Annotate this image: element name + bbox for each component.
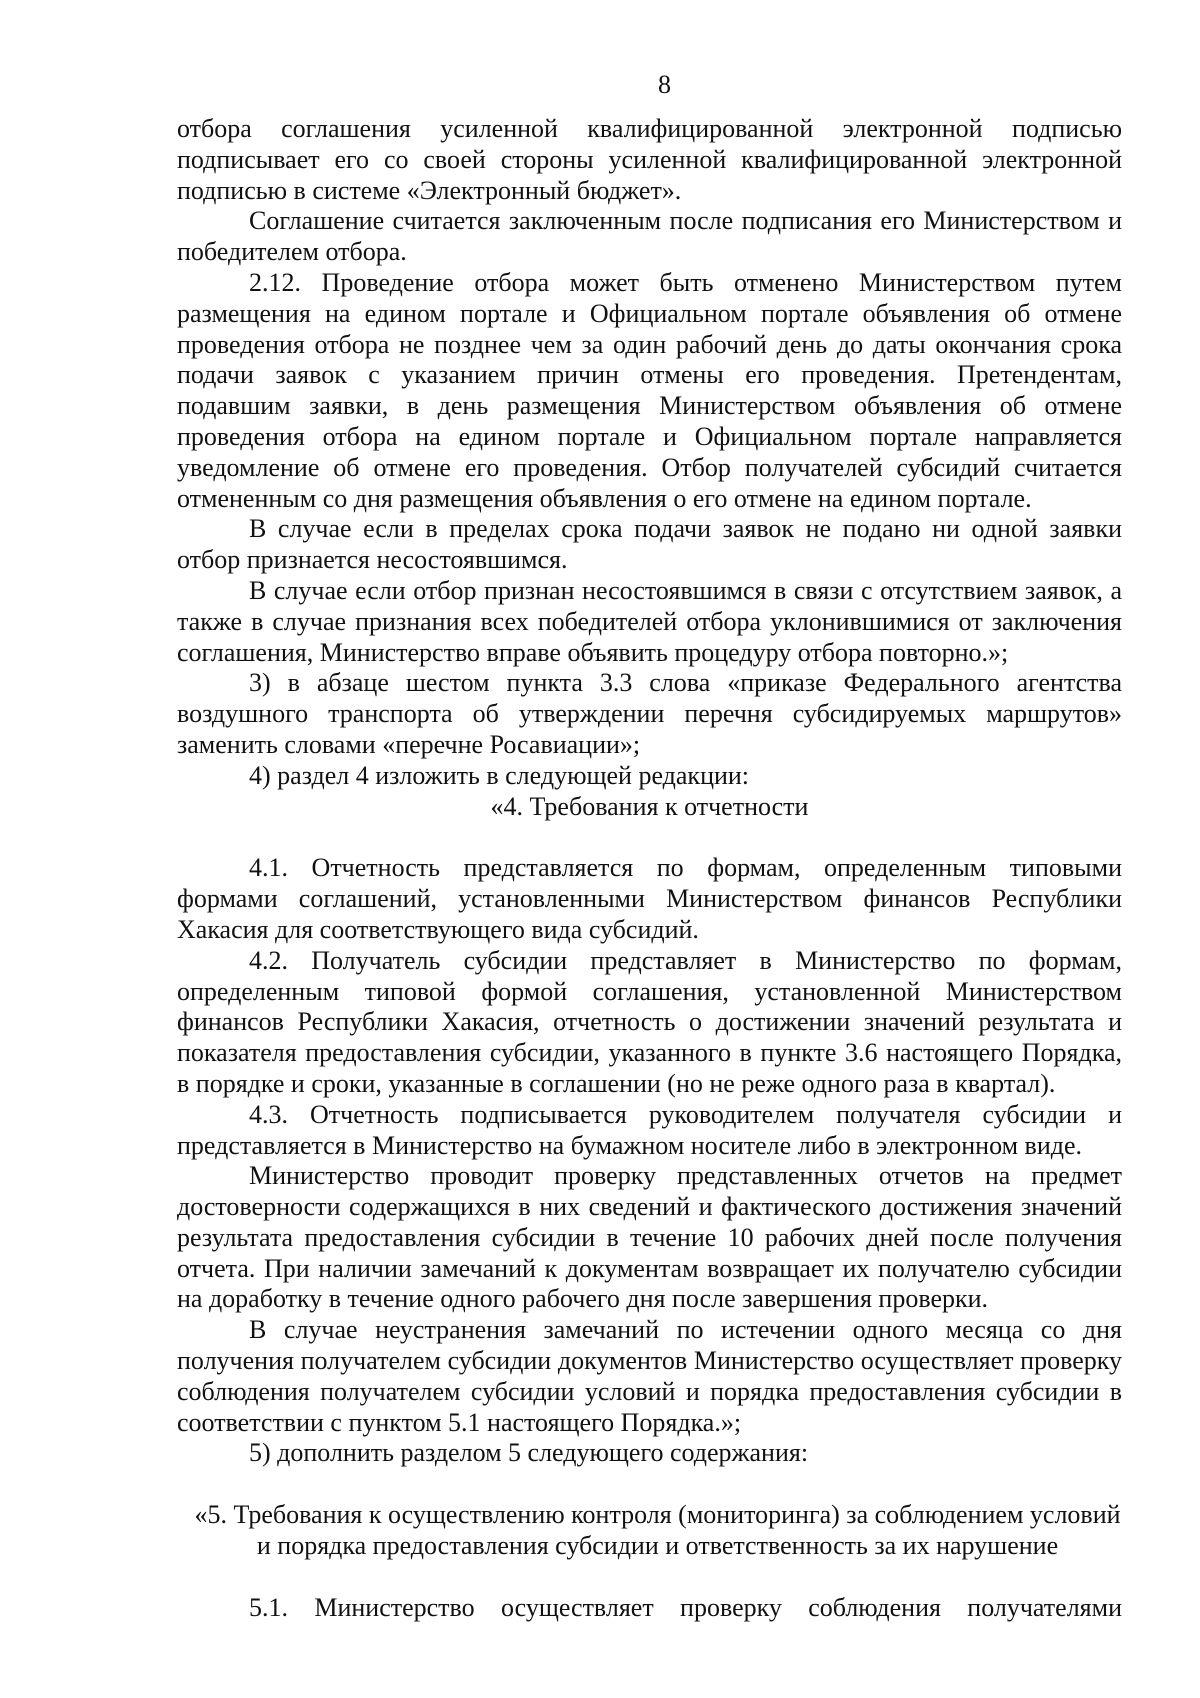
paragraph-4-2: 4.2. Получатель субсидии представляет в Министерство по формам, определенным типовой формой соглашения, установленной Министерством финансов Республики Хакасия, отчетность о достижении значений результата и показателя предоставления субсидии, указанного в пункте 3.6 настоящего Порядка, в порядке и сроки, указанные в соглашении (но не реже одного раза в квартал).	[177, 945, 1122, 1098]
paragraph-amendment-4: 4) раздел 4 изложить в следующей редакции:	[249, 760, 750, 790]
paragraph-continuation: отбора соглашения усиленной квалифицированной электронной подписью подписывает его со своей стороны усиленной квалифицированной электронной подписью в системе «Электронный бюджет».	[177, 114, 1122, 205]
paragraph-2-12: 2.12. Проведение отбора может быть отменено Министерством путем размещения на едином портале и Официальном портале объявления об отмене проведения отбора не позднее чем за один рабочий день до даты окончания срока подачи заявок с указанием причин отмены его проведения. Претендентам, подавшим заявки, в день размещения Министерством объявления об отмене проведения отбора на едином портале и Официальном портале направляется уведомление об отмене его проведения. Отбор получателей субсидий считается отмененным со дня размещения объявления о его отмене на едином портале.	[177, 267, 1122, 513]
section-5-heading-line1: «5. Требования к осуществлению контроля (мониторинга) за соблюдением условий	[194, 1500, 1121, 1530]
paragraph-report-check: Министерство проводит проверку представленных отчетов на предмет достоверности содержащихся в них сведений и фактического достижения значений результата предоставления субсидии в течение 10 рабочих дней после получения отчета. При наличии замечаний к документам возвращает их получателю субсидии на доработку в течение одного рабочего дня после завершения проверки.	[177, 1161, 1122, 1314]
document-body	[177, 114, 1122, 1624]
paragraph-remarks-not-fixed: В случае неустранения замечаний по истечении одного месяца со дня получения получателем субсидии документов Министерство осуществляет проверку соблюдения получателем субсидии условий и порядка предоставления субсидии в соответствии с пунктом 5.1 настоящего Порядка.»;	[177, 1315, 1122, 1437]
section-4-heading: «4. Требования к отчетности	[490, 791, 809, 821]
spacer	[177, 822, 1122, 853]
paragraph-no-applications: В случае если в пределах срока подачи заявок не подано ни одной заявки отбор признается несостоявшимся.	[177, 514, 1122, 575]
section-5-heading-line2: и порядка предоставления субсидии и ответственность за их нарушение	[256, 1531, 1059, 1561]
section-5-heading	[165, 1500, 1150, 1562]
paragraph-4-1: 4.1. Отчетность представляется по формам, определенным типовыми формами соглашений, установленными Министерством финансов Республики Хакасия для соответствующего вида субсидий.	[177, 853, 1122, 944]
page-number: 8	[658, 70, 671, 99]
paragraph-repeat-selection: В случае если отбор признан несостоявшимся в связи с отсутствием заявок, а также в случае признания всех победителей отбора уклонившимися от заключения соглашения, Министерство вправе объявить процедуру отбора повторно.»;	[177, 575, 1122, 667]
spacer	[177, 1469, 1122, 1500]
spacer	[177, 1562, 1122, 1593]
paragraph-4-3: 4.3. Отчетность подписывается руководителем получателя субсидии и представляется в Министерство на бумажном носителе либо в электронном виде.	[177, 1099, 1122, 1160]
paragraph-amendment-5: 5) дополнить разделом 5 следующего содержания:	[249, 1438, 809, 1468]
paragraph-5-1: 5.1. Министерство осуществляет проверку соблюдения получателями	[249, 1592, 1122, 1622]
paragraph-amendment-3: 3) в абзаце шестом пункта 3.3 слова «приказе Федерального агентства воздушного транспорта об утверждении перечня субсидируемых маршрутов» заменить словами «перечне Росавиации»;	[177, 668, 1122, 759]
paragraph-agreement-concluded: Соглашение считается заключенным после подписания его Министерством и победителем отбора.	[177, 206, 1122, 267]
